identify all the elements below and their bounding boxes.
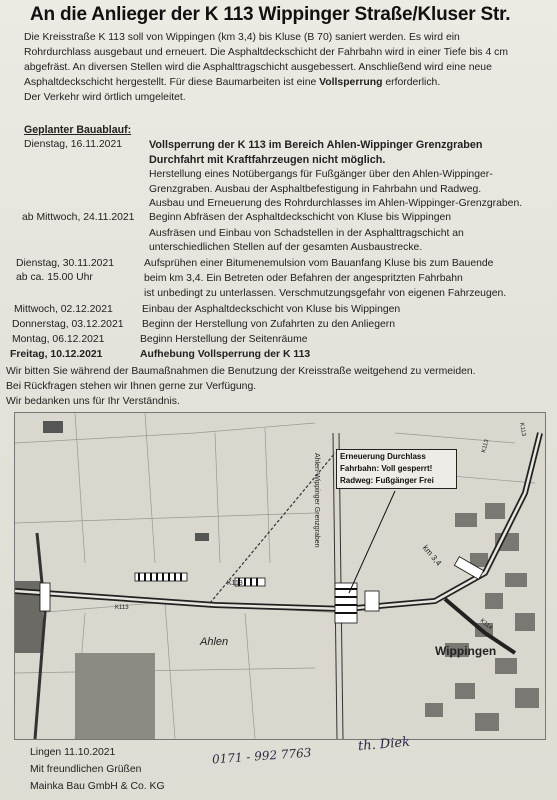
schedule-text: Herstellung eines Notübergangs für Fußgänger über den Ahlen-Wippinger- bbox=[149, 169, 493, 180]
schedule-date: Mittwoch, 02.12.2021 bbox=[14, 304, 113, 315]
closing-line: Wir bedanken uns für Ihr Verständnis. bbox=[6, 396, 180, 407]
schedule-text: Beginn Abfräsen der Asphaltdeckschicht von Kluse bis Wippingen bbox=[149, 212, 452, 223]
callout-line: Fahrbahn: Voll gesperrt! bbox=[340, 464, 433, 473]
schedule-date: Freitag, 10.12.2021 bbox=[10, 349, 103, 360]
handwritten-name: th. Diek bbox=[357, 734, 411, 755]
intro-line bbox=[24, 75, 544, 90]
closing-paragraph bbox=[6, 364, 551, 409]
schedule-text: Durchfahrt mit Kraftfahrzeugen nicht möglich. bbox=[149, 154, 386, 166]
intro-line: Rohrdurchlass ausgebaut und erneuert. Die Asphaltdeckschicht der Fahrbahn wird in einer Tiefe bis 4 cm bbox=[24, 47, 509, 58]
map-label-km: km 3,4 bbox=[420, 543, 444, 568]
site-map bbox=[14, 412, 546, 740]
map-label-wippingen: Wippingen bbox=[435, 644, 497, 658]
schedule-text: unterschiedlichen Stellen auf der gesamten Ausbaustrecke. bbox=[149, 242, 423, 253]
schedule-date: Donnerstag, 03.12.2021 bbox=[12, 319, 124, 330]
schedule-date: Dienstag, 16.11.2021 bbox=[24, 139, 123, 150]
schedule-text: Beginn Herstellung der Seitenräume bbox=[140, 334, 308, 345]
building bbox=[43, 421, 63, 433]
signature-date: Lingen 11.10.2021 bbox=[30, 747, 116, 758]
schedule-text: Grenzgraben. Ausbau der Asphaltbefestigung in Fahrbahn und Radweg. bbox=[149, 184, 482, 195]
schedule-text: Ausbau und Erneuerung des Rohrdurchlasses im Ahlen-Wippinger-Grenzgraben. bbox=[149, 198, 523, 209]
building bbox=[195, 533, 209, 541]
map-label-ahlen: Ahlen bbox=[200, 636, 229, 648]
schedule-text: ist unbedingt zu unterlassen. Verschmutzungsgefahr von eigenen Fahrzeugen. bbox=[144, 288, 507, 299]
map-drawing bbox=[15, 413, 545, 739]
page-title: An die Anlieger der K 113 Wippinger Straße/Kluser Str. bbox=[30, 4, 511, 25]
signature-block bbox=[30, 744, 165, 795]
schedule-text: Vollsperrung der K 113 im Bereich Ahlen-Wippinger Grenzgraben bbox=[149, 139, 483, 151]
intro-emphasis: Vollsperrung bbox=[319, 77, 383, 88]
intro-line: Die Kreisstraße K 113 soll von Wippingen (km 3,4) bis Kluse (B 70) saniert werden. Es wird ein bbox=[24, 32, 460, 43]
map-label-road: K113 bbox=[115, 605, 129, 611]
map-label-road: K113 bbox=[518, 422, 527, 437]
schedule-heading: Geplanter Bauablauf: bbox=[24, 124, 132, 136]
intro-text: erforderlich. bbox=[382, 77, 441, 88]
intro-line: abgefräst. An diversen Stellen wird die Asphalttragschicht ausgebessert. Anschließend wird eine neue bbox=[24, 62, 492, 73]
handwritten-phone: 0171 - 992 7763 bbox=[211, 745, 312, 767]
schedule-text: Einbau der Asphaltdeckschicht von Kluse bis Wippingen bbox=[142, 304, 401, 315]
signature-greeting: Mit freundlichen Grüßen bbox=[30, 764, 142, 775]
map-label-road: K114 bbox=[478, 617, 493, 632]
wooded-area bbox=[75, 653, 155, 739]
schedule-date: ab Mittwoch, 24.11.2021 bbox=[22, 212, 135, 223]
closing-line: Bei Rückfragen stehen wir Ihnen gerne zur Verfügung. bbox=[6, 381, 257, 392]
intro-text: Asphaltdeckschicht hergestellt. Für diese Baumarbeiten ist eine bbox=[24, 77, 320, 88]
map-callout-box bbox=[336, 449, 457, 489]
schedule-text: Aufhebung Vollsperrung der K 113 bbox=[140, 349, 311, 360]
intro-paragraph bbox=[24, 30, 544, 105]
schedule-text: Aufsprühen einer Bitumenemulsion vom Bauanfang Kluse bis zum Bauende bbox=[144, 258, 494, 269]
schedule-text: Beginn der Herstellung von Zufahrten zu den Anliegern bbox=[142, 319, 396, 330]
schedule-text: beim km 3,4. Ein Betreten oder Befahren der angespritzten Fahrbahn bbox=[144, 273, 463, 284]
intro-line: Der Verkehr wird örtlich umgeleitet. bbox=[24, 92, 186, 103]
closing-line: Wir bitten Sie während der Baumaßnahmen die Benutzung der Kreisstraße weitgehend zu vermeiden. bbox=[6, 366, 476, 377]
map-label-grenzgraben: Ahlen-Wippinger Grenzgraben bbox=[313, 453, 320, 548]
map-label-road: K113 bbox=[481, 438, 491, 454]
map-label-road: K113 bbox=[227, 580, 243, 587]
schedule-text: Ausfräsen und Einbau von Schadstellen in der Asphalttragschicht an bbox=[149, 228, 464, 239]
schedule-time: ab ca. 15.00 Uhr bbox=[16, 272, 93, 283]
callout-line: Radweg: Fußgänger Frei bbox=[340, 476, 434, 485]
schedule-date: Dienstag, 30.11.2021 bbox=[16, 258, 115, 269]
signature-company: Mainka Bau GmbH & Co. KG bbox=[30, 781, 165, 792]
callout-line: Erneuerung Durchlass bbox=[340, 452, 426, 461]
schedule-date: Montag, 06.12.2021 bbox=[12, 334, 105, 345]
